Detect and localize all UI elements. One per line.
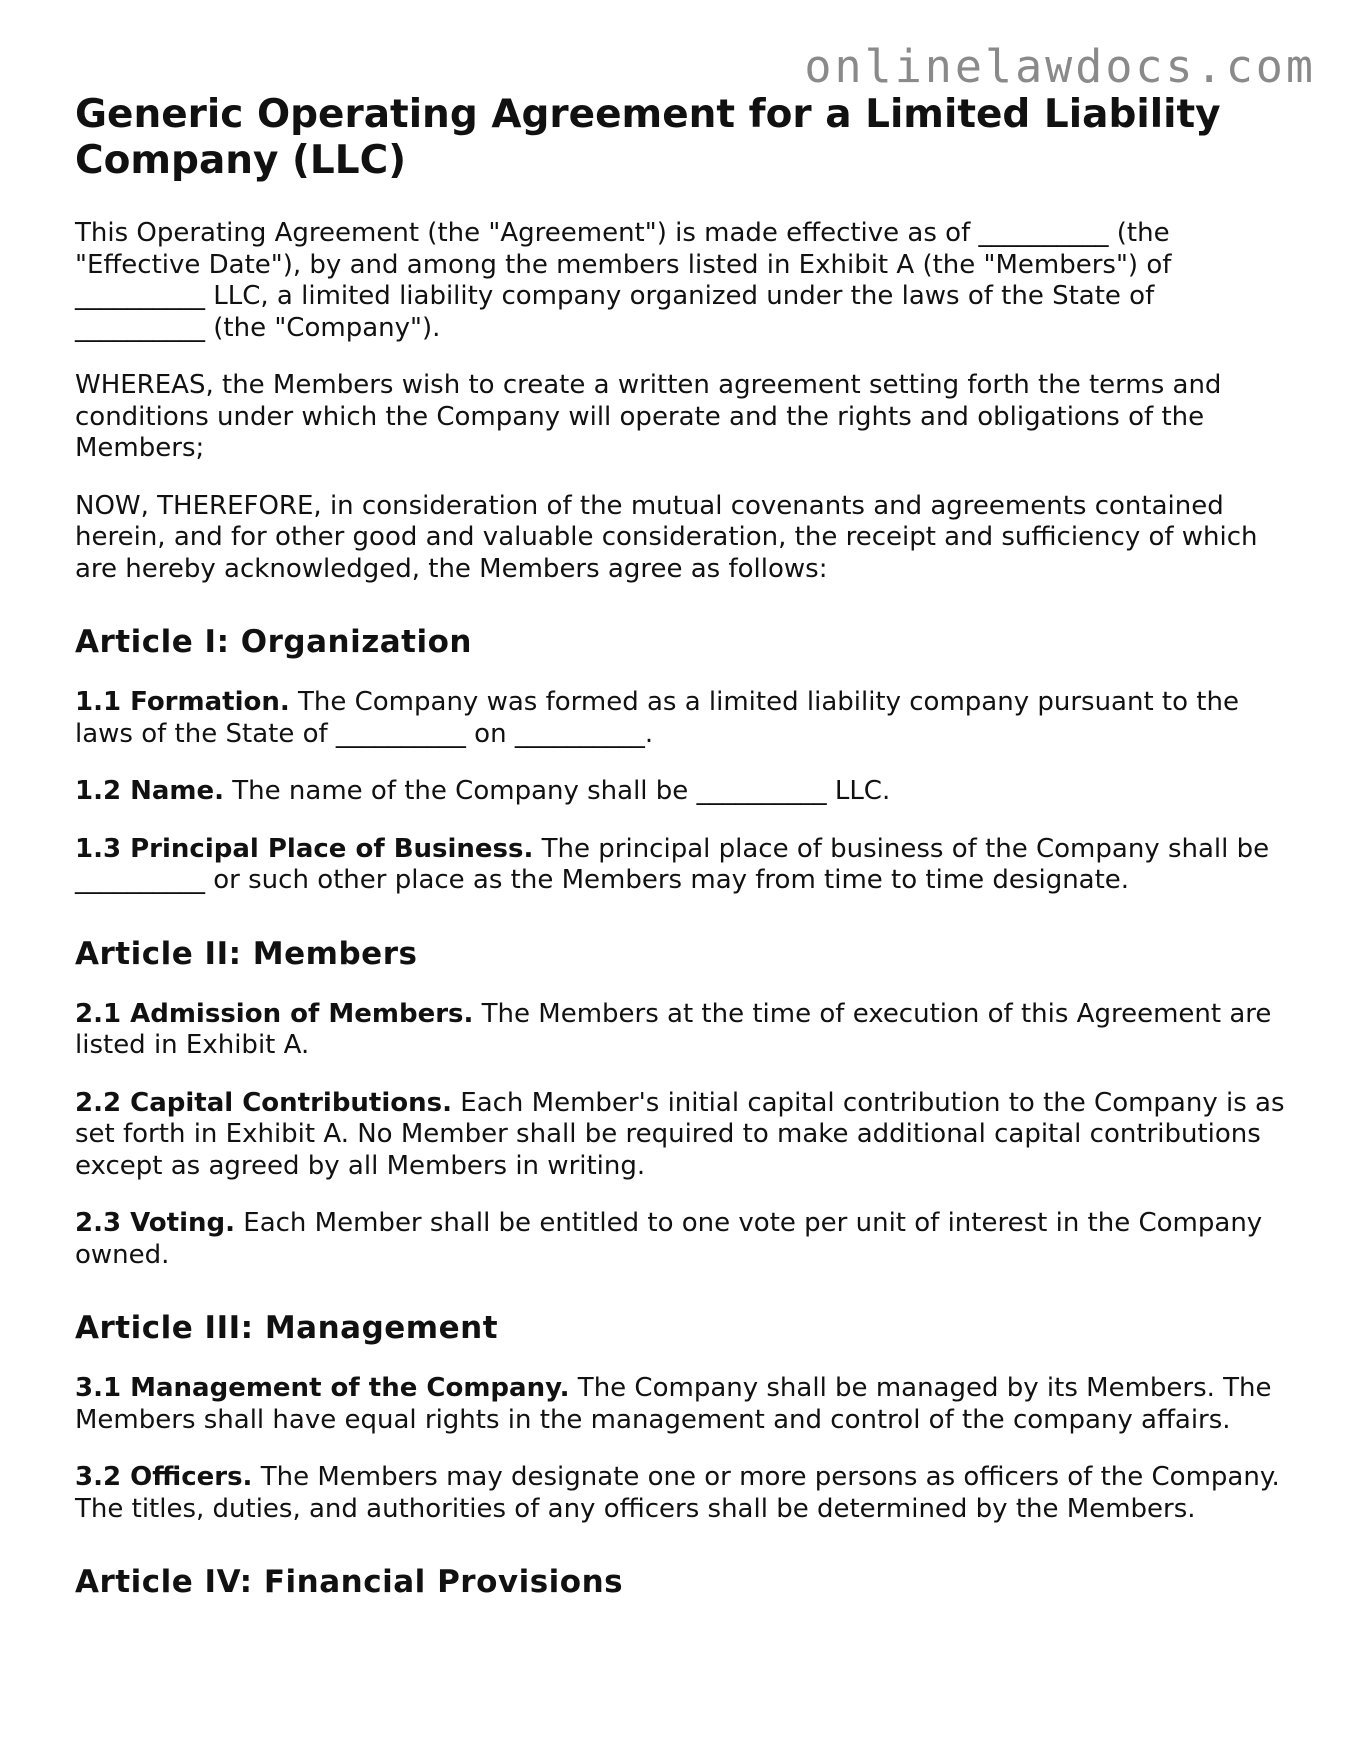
section-principal-place xyxy=(75,834,1285,897)
section-lead: 2.1 Admission of Members. xyxy=(75,998,474,1029)
section-management xyxy=(75,1373,1285,1436)
section-lead: 2.3 Voting. xyxy=(75,1208,236,1238)
section-lead: 3.2 Officers. xyxy=(75,1462,253,1492)
now-therefore-paragraph: NOW, THEREFORE, in consideration of the mutual covenants and agreements contained herein, and for other good and valuable consideration, the receipt and sufficiency of which are hereby acknowledged, the Members agree as follows: xyxy=(75,490,1258,584)
section-formation xyxy=(75,687,1285,750)
section-text: The Members at the time of execution of this Agreement are listed in Exhibit A. xyxy=(75,998,1272,1060)
document-page xyxy=(75,92,1285,1627)
section-admission xyxy=(75,999,1285,1062)
section-officers xyxy=(75,1462,1285,1525)
article-heading-organization: Article I: Organization xyxy=(75,624,472,660)
section-text: Each Member shall be entitled to one vote per unit of interest in the Company owned. xyxy=(75,1208,1263,1270)
document-title: Generic Operating Agreement for a Limited Liability Company (LLC) xyxy=(75,92,1221,183)
section-lead: 2.2 Capital Contributions. xyxy=(75,1087,452,1118)
watermark-text: onlinelawdocs.com xyxy=(804,40,1316,93)
section-voting xyxy=(75,1208,1285,1271)
section-lead: 1.1 Formation. xyxy=(75,687,290,717)
intro-paragraph: This Operating Agreement (the "Agreement") is made effective as of __________ (the "Effective Date"), by and among the members listed in Exhibit A (the "Members") of __________ LLC, a limited liability company organized under the laws of the State of __________ (the "Company"). xyxy=(75,218,1172,343)
section-text: The principal place of business of the Company shall be __________ or such other place as the Members may from time to time designate. xyxy=(75,833,1270,895)
section-lead: 3.1 Management of the Company. xyxy=(75,1373,570,1403)
section-text: The Company was formed as a limited liability company pursuant to the laws of the State of __________ on __________. xyxy=(75,687,1239,749)
article-heading-financial: Article IV: Financial Provisions xyxy=(75,1564,624,1600)
section-capital xyxy=(75,1088,1285,1183)
whereas-paragraph: WHEREAS, the Members wish to create a written agreement setting forth the terms and conditions under which the Company will operate and the rights and obligations of the Members; xyxy=(75,370,1222,463)
section-text: Each Member's initial capital contribution to the Company is as set forth in Exhibit A. No Member shall be required to make additional capital contributions except as agreed by all Members in writing. xyxy=(75,1087,1285,1181)
section-name xyxy=(75,776,1285,808)
article-heading-members: Article II: Members xyxy=(75,935,418,972)
section-lead: 1.3 Principal Place of Business. xyxy=(75,833,534,864)
section-lead: 1.2 Name. xyxy=(75,776,225,806)
article-heading-management: Article III: Management xyxy=(75,1310,499,1346)
section-text: The name of the Company shall be __________ LLC. xyxy=(224,776,891,806)
section-text: The Members may designate one or more persons as officers of the Company. The titles, duties, and authorities of any officers shall be determined by the Members. xyxy=(75,1462,1280,1524)
section-text: The Company shall be managed by its Members. The Members shall have equal rights in the management and control of the company affairs. xyxy=(75,1373,1272,1435)
